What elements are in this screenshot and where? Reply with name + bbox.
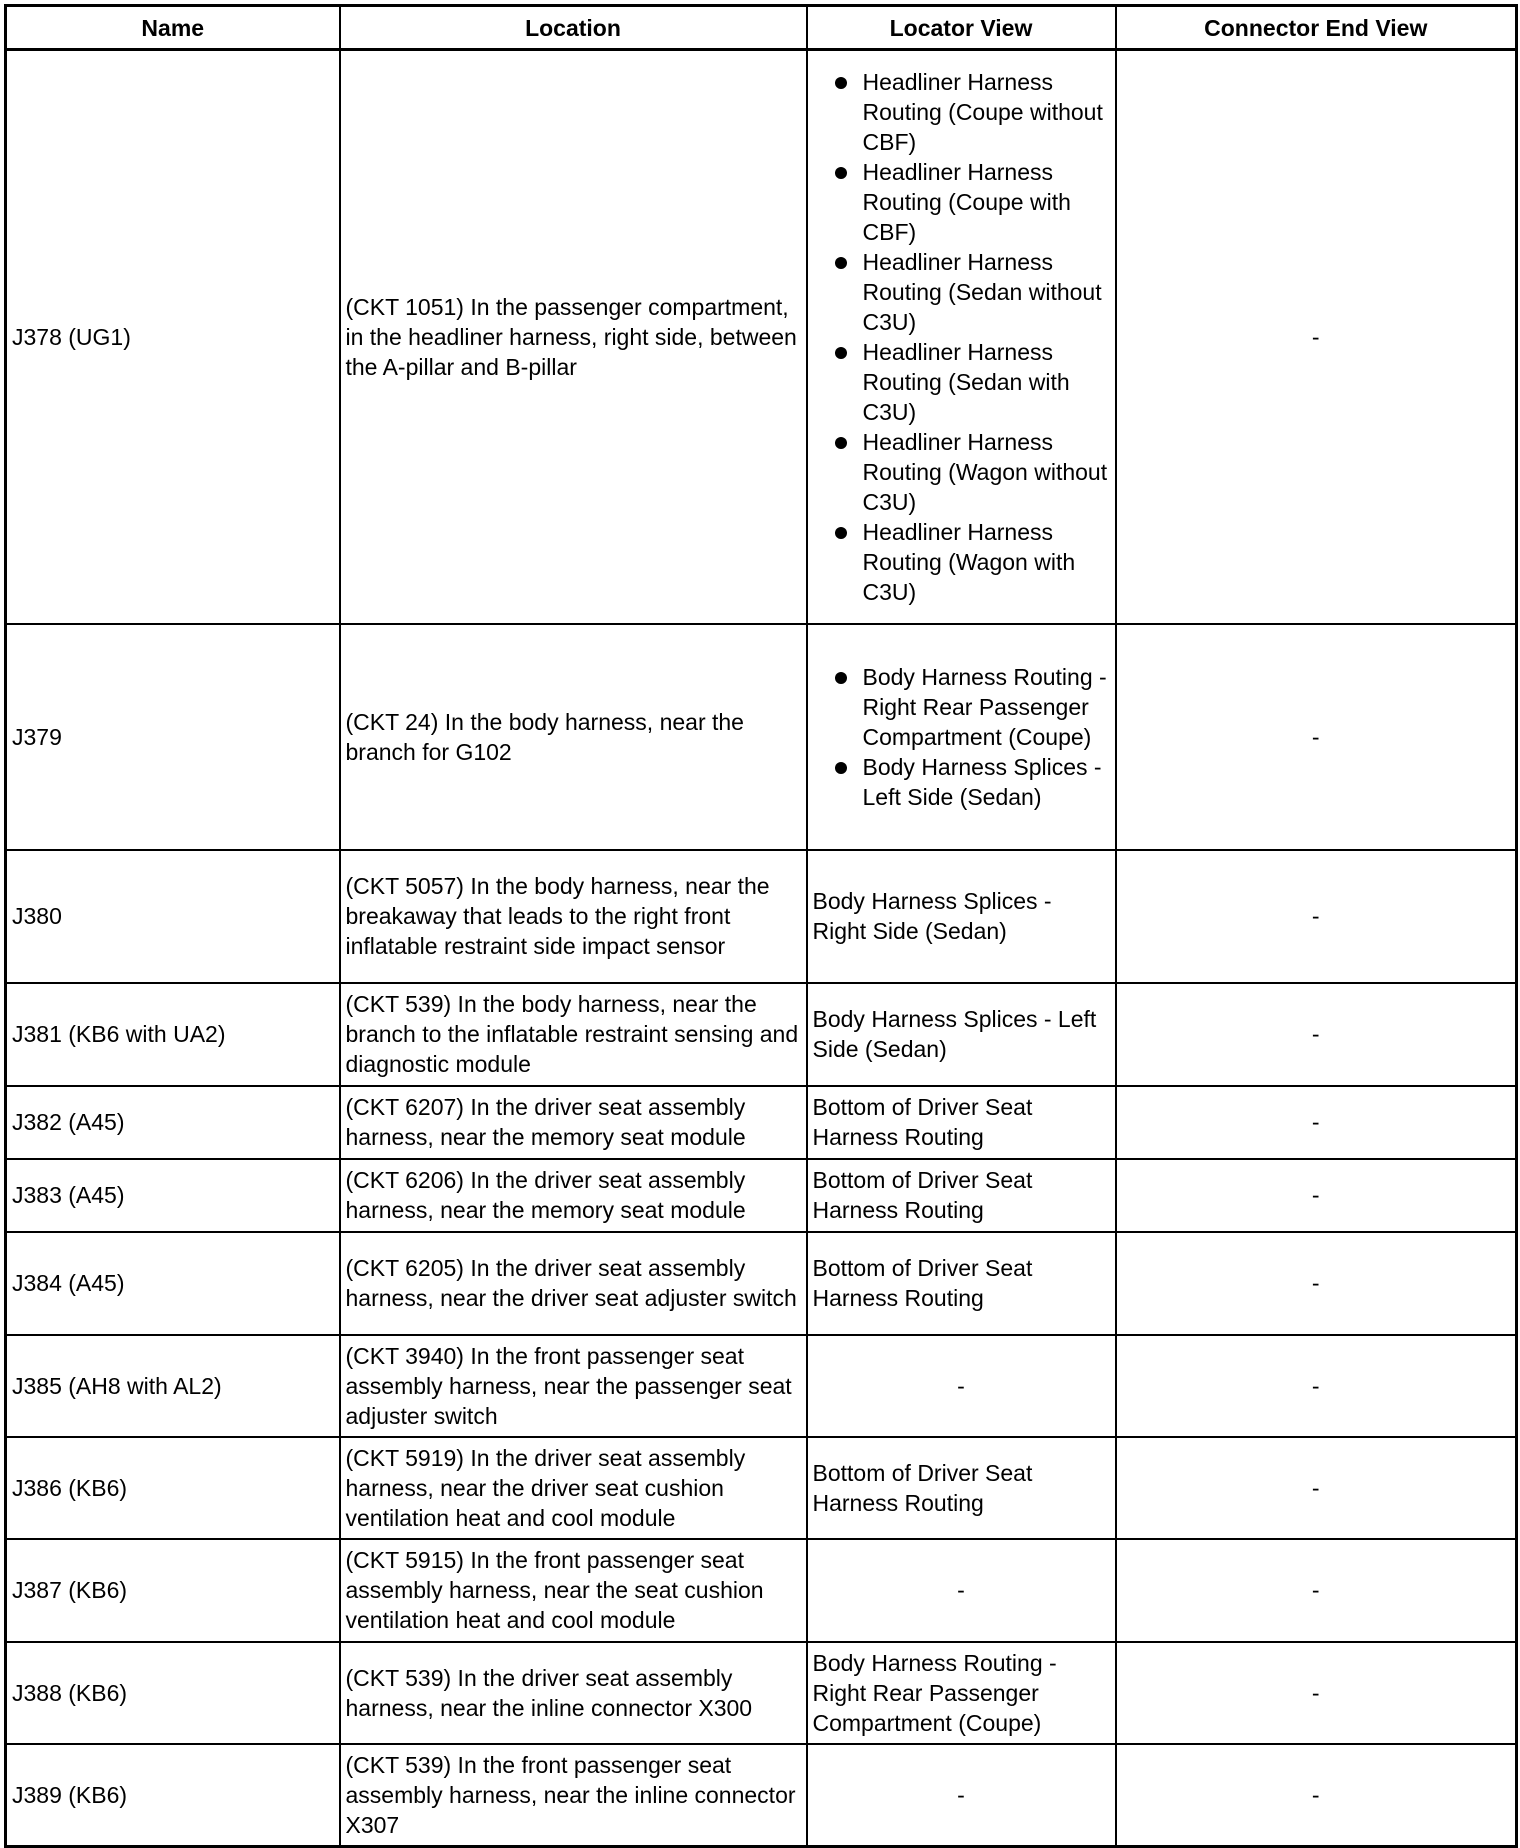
locator-item[interactable]	[813, 67, 1110, 157]
bullet-icon	[835, 167, 847, 179]
bullet-icon	[835, 77, 847, 89]
cell-location: (CKT 539) In the front passenger seat assembly harness, near the inline connector X307	[340, 1744, 807, 1847]
cell-locator-view[interactable]: Body Harness Splices - Left Side (Sedan)	[807, 983, 1116, 1086]
cell-locator-view[interactable]: Body Harness Routing - Right Rear Passenger Compartment (Coupe)	[807, 1642, 1116, 1744]
cell-location: (CKT 1051) In the passenger compartment, in the headliner harness, right side, between the A-pillar and B-pillar	[340, 50, 807, 624]
cell-location: (CKT 539) In the driver seat assembly harness, near the inline connector X300	[340, 1642, 807, 1744]
cell-locator-view: -	[807, 1539, 1116, 1642]
cell-name: J378 (UG1)	[6, 50, 340, 624]
cell-connector-end-view: -	[1116, 1539, 1517, 1642]
locator-item[interactable]	[813, 427, 1110, 517]
cell-connector-end-view: -	[1116, 624, 1517, 850]
bullet-icon	[835, 437, 847, 449]
cell-location: (CKT 6206) In the driver seat assembly harness, near the memory seat module	[340, 1159, 807, 1232]
locator-list	[813, 67, 1110, 607]
cell-name: J385 (AH8 with AL2)	[6, 1335, 340, 1437]
cell-name: J384 (A45)	[6, 1232, 340, 1335]
cell-name: J382 (A45)	[6, 1086, 340, 1159]
cell-location: (CKT 5057) In the body harness, near the breakaway that leads to the right front inflatable restraint side impact sensor	[340, 850, 807, 983]
locator-item[interactable]	[813, 662, 1110, 752]
cell-locator-view[interactable]: Bottom of Driver Seat Harness Routing	[807, 1086, 1116, 1159]
cell-locator-view	[807, 624, 1116, 850]
cell-locator-view: -	[807, 1335, 1116, 1437]
cell-connector-end-view: -	[1116, 983, 1517, 1086]
table-row	[6, 1539, 1517, 1642]
header-row	[6, 6, 1517, 50]
bullet-icon	[835, 762, 847, 774]
cell-location: (CKT 3940) In the front passenger seat assembly harness, near the passenger seat adjuster switch	[340, 1335, 807, 1437]
cell-name: J379	[6, 624, 340, 850]
cell-connector-end-view: -	[1116, 1159, 1517, 1232]
bullet-icon	[835, 527, 847, 539]
table-row	[6, 1744, 1517, 1847]
cell-connector-end-view: -	[1116, 1335, 1517, 1437]
locator-item[interactable]	[813, 247, 1110, 337]
locator-link[interactable]: Headliner Harness Routing (Wagon with C3U)	[862, 518, 1076, 605]
cell-locator-view	[807, 50, 1116, 624]
table-row	[6, 1335, 1517, 1437]
table-row	[6, 624, 1517, 850]
header-location: Location	[340, 6, 807, 50]
cell-connector-end-view: -	[1116, 1744, 1517, 1847]
cell-name: J381 (KB6 with UA2)	[6, 983, 340, 1086]
cell-location: (CKT 539) In the body harness, near the branch to the inflatable restraint sensing and diagnostic module	[340, 983, 807, 1086]
table-row	[6, 1437, 1517, 1539]
bullet-icon	[835, 257, 847, 269]
cell-connector-end-view: -	[1116, 50, 1517, 624]
locator-item[interactable]	[813, 157, 1110, 247]
cell-location: (CKT 24) In the body harness, near the branch for G102	[340, 624, 807, 850]
cell-location: (CKT 5915) In the front passenger seat assembly harness, near the seat cushion ventilation heat and cool module	[340, 1539, 807, 1642]
header-locator-view: Locator View	[807, 6, 1116, 50]
cell-connector-end-view: -	[1116, 1437, 1517, 1539]
cell-locator-view[interactable]: Bottom of Driver Seat Harness Routing	[807, 1159, 1116, 1232]
cell-name: J380	[6, 850, 340, 983]
table-row	[6, 1086, 1517, 1159]
cell-name: J386 (KB6)	[6, 1437, 340, 1539]
locator-item[interactable]	[813, 337, 1110, 427]
splice-table	[4, 4, 1518, 1848]
cell-locator-view: -	[807, 1744, 1116, 1847]
cell-name: J387 (KB6)	[6, 1539, 340, 1642]
cell-location: (CKT 6205) In the driver seat assembly harness, near the driver seat adjuster switch	[340, 1232, 807, 1335]
cell-name: J383 (A45)	[6, 1159, 340, 1232]
table-row	[6, 850, 1517, 983]
cell-locator-view[interactable]: Body Harness Splices - Right Side (Sedan)	[807, 850, 1116, 983]
table-row	[6, 983, 1517, 1086]
locator-link[interactable]: Headliner Harness Routing (Wagon without C3U)	[862, 428, 1108, 515]
locator-link[interactable]: Headliner Harness Routing (Coupe with CBF)	[862, 158, 1071, 245]
cell-name: J389 (KB6)	[6, 1744, 340, 1847]
locator-link[interactable]: Headliner Harness Routing (Sedan without C3U)	[862, 248, 1102, 335]
table-row	[6, 1159, 1517, 1232]
cell-location: (CKT 5919) In the driver seat assembly harness, near the driver seat cushion ventilation heat and cool module	[340, 1437, 807, 1539]
cell-locator-view[interactable]: Bottom of Driver Seat Harness Routing	[807, 1232, 1116, 1335]
locator-link[interactable]: Headliner Harness Routing (Coupe without CBF)	[862, 68, 1103, 155]
locator-list	[813, 662, 1110, 812]
table-row	[6, 1642, 1517, 1744]
cell-location: (CKT 6207) In the driver seat assembly harness, near the memory seat module	[340, 1086, 807, 1159]
header-connector-end-view: Connector End View	[1116, 6, 1517, 50]
header-name: Name	[6, 6, 340, 50]
table-row	[6, 1232, 1517, 1335]
cell-name: J388 (KB6)	[6, 1642, 340, 1744]
locator-link[interactable]: Body Harness Routing - Right Rear Passenger Compartment (Coupe)	[862, 663, 1107, 750]
cell-connector-end-view: -	[1116, 1642, 1517, 1744]
locator-item[interactable]	[813, 517, 1110, 607]
locator-link[interactable]: Body Harness Splices - Left Side (Sedan)	[862, 753, 1102, 810]
cell-connector-end-view: -	[1116, 850, 1517, 983]
bullet-icon	[835, 347, 847, 359]
locator-link[interactable]: Headliner Harness Routing (Sedan with C3U)	[862, 338, 1070, 425]
bullet-icon	[835, 672, 847, 684]
cell-connector-end-view: -	[1116, 1086, 1517, 1159]
table-row	[6, 50, 1517, 624]
cell-locator-view[interactable]: Bottom of Driver Seat Harness Routing	[807, 1437, 1116, 1539]
locator-item[interactable]	[813, 752, 1110, 812]
cell-connector-end-view: -	[1116, 1232, 1517, 1335]
